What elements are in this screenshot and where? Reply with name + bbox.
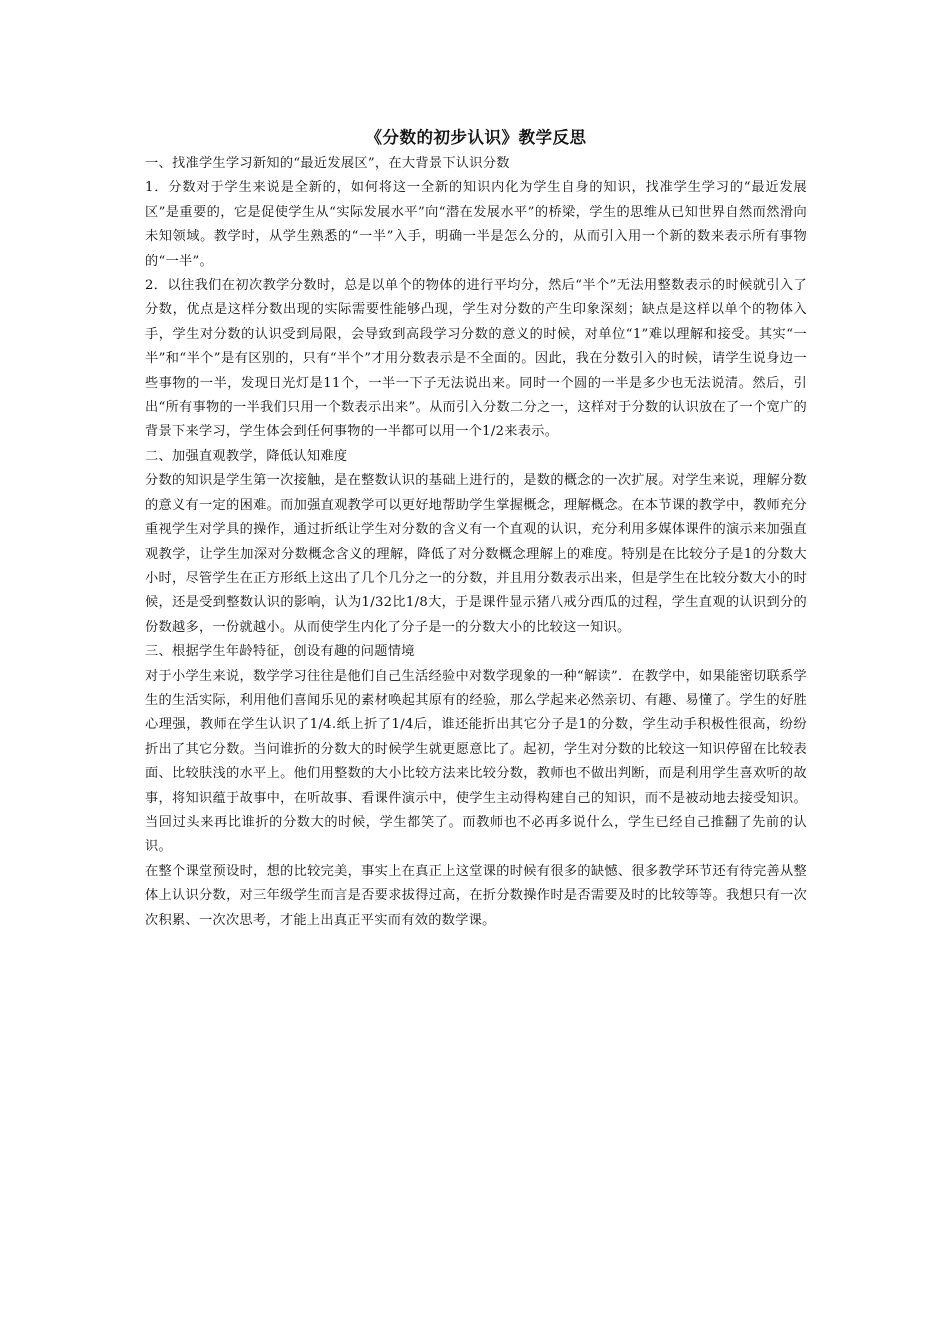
section-heading-2: 二、加强直观教学，降低认知难度 xyxy=(145,448,348,464)
paragraph-2: 2．以往我们在初次教学分数时，总是以单个的物体的进行平均分，然后“半个”无法用整数表示的时候就引入了分数，优点是这样分数出现的实际需要性能够凸现，学生对分数的产生印象深刻；缺点是这样以单个的物体入手，学生对分数的认识受到局限，会导致到高段学习分数的意义的时候，对单位“1”难以理解和接受。其实“一半”和“半个”是有区别的，只有“半个”才用分数表示是不全面的。因此，我在分数引入的时候，请学生说身边一些事物的一半，发现日光灯是11个，一半一下子无法说出来。同时一个圆的一半是多少也无法说清。然后，引出“所有事物的一半我们只用一个数表示出来”。从而引入分数二分之一，这样对于分数的认识放在了一个宽广的背景下来学习，学生体会到任何事物的一半都可以用一个1/2来表示。 xyxy=(145,278,807,440)
paragraph-1: 1．分数对于学生来说是全新的，如何将这一全新的知识内化为学生自身的知识，找准学生学习的“最近发展区”是重要的，它是促使学生从“实际发展水平”向“潜在发展水平”的桥梁，学生的思维从已知世界自然而然滑向未知领域。教学时，从学生熟悉的“一半”入手，明确一半是怎么分的，从而引入用一个新的数来表示所有事物的“一半”。 xyxy=(145,180,807,269)
paragraph-4: 对于小学生来说，数学学习往往是他们自己生活经验中对数学现象的一种“解读”．在教学中，如果能密切联系学生的生活实际，利用他们喜闻乐见的素材唤起其原有的经验，那么学起来必然亲切、有趣、易懂了。学生的好胜心理强，教师在学生认识了1/4.纸上折了1/4后，谁还能折出其它分子是1的分数，学生动手积极性很高，纷纷折出了其它分数。当问谁折的分数大的时候学生就更愿意比了。起初，学生对分数的比较这一知识停留在比较表面、比较肤浅的水平上。他们用整数的大小比较方法来比较分数，教师也不做出判断，而是利用学生喜欢听的故事，将知识蕴于故事中，在听故事、看课件演示中，使学生主动得构建自己的知识，而不是被动地去接受知识。当回过头来再比谁折的分数大的时候，学生都笑了。而教师也不必再多说什么，学生已经自己推翻了先前的认识。 xyxy=(145,668,807,855)
document-page xyxy=(145,126,807,933)
paragraph-3: 分数的知识是学生第一次接触，是在整数认识的基础上进行的，是数的概念的一次扩展。对学生来说，理解分数的意义有一定的困难。而加强直观教学可以更好地帮助学生掌握概念，理解概念。在本节课的教学中，教师充分重视学生对学具的操作，通过折纸让学生对分数的含义有一个直观的认识，充分利用多媒体课件的演示来加强直观教学，让学生加深对分数概念含义的理解，降低了对分数概念理解上的难度。特别是在比较分子是1的分数大小时，尽管学生在正方形纸上这出了几个几分之一的分数，并且用分数表示出来，但是学生在比较分数大小的时候，还是受到整数认识的影响，认为1/32比1/8大，于是课件显示猪八戒分西瓜的过程，学生直观的认识到分的份数越多，一份就越小。从而使学生内化了分子是一的分数大小的比较这一知识。 xyxy=(145,473,807,635)
paragraph-5: 在整个课堂预设时，想的比较完美，事实上在真正上这堂课的时候有很多的缺憾、很多教学环节还有待完善从整体上认识分数，对三年级学生而言是否要求拔得过高，在折分数操作时是否需要及时的比较等等。我想只有一次次积累、一次次思考，才能上出真正平实而有效的数学课。 xyxy=(145,863,807,928)
document-title: 《分数的初步认识》教学反思 xyxy=(365,128,587,147)
section-heading-1: 一、找准学生学习新知的“最近发展区”，在大背景下认识分数 xyxy=(145,156,510,171)
section-heading-3: 三、根据学生年龄特征，创设有趣的问题情境 xyxy=(145,644,415,660)
